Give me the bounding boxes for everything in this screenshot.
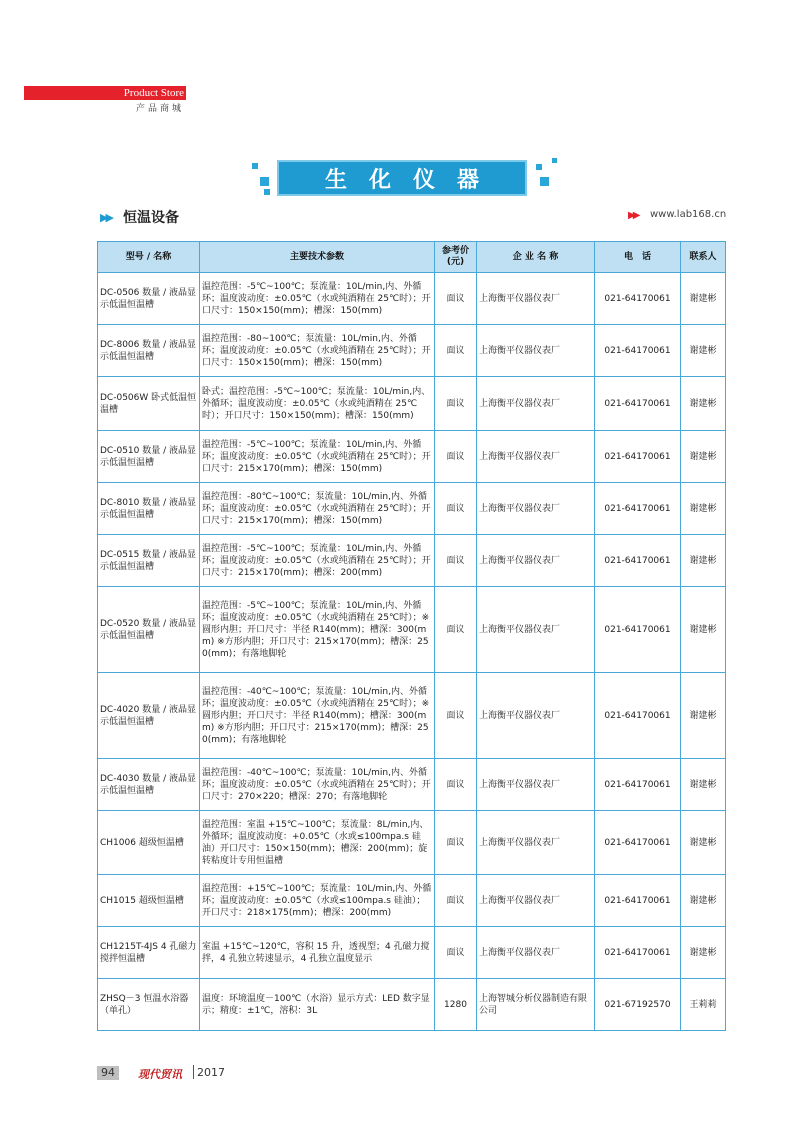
cell-specs: 温控范围：-5℃~100℃；泵流量：10L/min,内、外循环；温度波动度：±0.05℃（水或纯酒精在 25℃时）；开口尺寸：215×170(mm)；槽深：150(mm) (200, 431, 435, 483)
cell-specs: 温控范围：-5℃~100℃；泵流量：10L/min,内、外循环；温度波动度：±0.05℃（水或纯酒精在 25℃时）；※圆形内胆；开口尺寸：半径 R140(mm)；槽深：300(mm) ※方形内胆；开口尺寸：215×170(mm)；槽深：250(mm)；有落地脚轮 (200, 587, 435, 673)
cell-specs: 温控范围：-40℃~100℃；泵流量：10L/min,内、外循环；温度波动度：±0.05℃（水或纯酒精在 25℃时）；开口尺寸：270×220；槽深：270；有落地脚轮 (200, 759, 435, 811)
cell-company: 上海衡平仪器仪表厂 (477, 483, 595, 535)
banner-decor-square (264, 189, 270, 195)
cell-price: 面议 (435, 535, 477, 587)
cell-phone: 021-64170061 (595, 759, 681, 811)
header-subtitle: 产品商城 (135, 104, 184, 114)
cell-model: DC-0506W 卧式低温恒温槽 (98, 377, 200, 431)
cell-price: 面议 (435, 673, 477, 759)
cell-phone: 021-64170061 (595, 377, 681, 431)
banner-title: 生化仪器 (324, 167, 501, 193)
table-row (98, 325, 726, 377)
table-header-row (98, 242, 726, 273)
cell-company: 上海衡平仪器仪表厂 (477, 535, 595, 587)
cell-model: CH1015 超级恒温槽 (98, 875, 200, 927)
table-row (98, 979, 726, 1031)
cell-specs: 卧式；温控范围：-5℃~100℃；泵流量：10L/min,内、外循环；温度波动度：±0.05℃（水或纯酒精在 25℃时）；开口尺寸：150×150(mm)；槽深：150(mm) (200, 377, 435, 431)
cell-company: 上海衡平仪器仪表厂 (477, 273, 595, 325)
cell-specs: 温控范围：-5℃~100℃；泵流量：10L/min,内、外循环；温度波动度：±0.05℃（水或纯酒精在 25℃时）；开口尺寸：150×150(mm)；槽深：150(mm) (200, 273, 435, 325)
cell-company: 上海衡平仪器仪表厂 (477, 587, 595, 673)
cell-contact: 王莉莉 (681, 979, 726, 1031)
cell-phone: 021-64170061 (595, 927, 681, 979)
cell-price: 面议 (435, 587, 477, 673)
table-row (98, 811, 726, 875)
banner-decor-square (536, 164, 542, 170)
col-header-model: 型号 / 名称 (98, 242, 200, 273)
cell-specs: 温控范围：-80~100℃；泵流量：10L/min,内、外循环；温度波动度：±0.05℃（水或纯酒精在 25℃时）；开口尺寸：150×150(mm)；槽深：150(mm) (200, 325, 435, 377)
cell-price: 1280 (435, 979, 477, 1031)
cell-specs: 温控范围：+15℃~100℃；泵流量：10L/min,内、外循环；温度波动度：±0.05℃（水或≤100mpa.s 硅油）；开口尺寸：218×175(mm)；槽深：200(mm) (200, 875, 435, 927)
cell-phone: 021-64170061 (595, 325, 681, 377)
category-banner (277, 160, 527, 196)
cell-contact: 谢建彬 (681, 535, 726, 587)
cell-contact: 谢建彬 (681, 587, 726, 673)
cell-price: 面议 (435, 759, 477, 811)
cell-model: DC-0515 数量 / 液晶显示低温恒温槽 (98, 535, 200, 587)
cell-company: 上海衡平仪器仪表厂 (477, 431, 595, 483)
cell-price: 面议 (435, 325, 477, 377)
cell-specs: 温控范围：室温 +15℃~100℃；泵流量：8L/min,内、外循环；温度波动度：+0.05℃（水或≤100mpa.s 硅油）开口尺寸：150×150(mm)；槽深：200(mm)；旋转粘度计专用恒温槽 (200, 811, 435, 875)
cell-company: 上海智城分析仪器制造有限公司 (477, 979, 595, 1031)
cell-price: 面议 (435, 273, 477, 325)
cell-price: 面议 (435, 811, 477, 875)
cell-model: ZHSQ－3 恒温水浴器（单孔） (98, 979, 200, 1031)
cell-model: DC-8006 数量 / 液晶显示低温恒温槽 (98, 325, 200, 377)
cell-model: DC-0510 数量 / 液晶显示低温恒温槽 (98, 431, 200, 483)
cell-phone: 021-64170061 (595, 587, 681, 673)
cell-contact: 谢建彬 (681, 875, 726, 927)
cell-company: 上海衡平仪器仪表厂 (477, 875, 595, 927)
cell-phone: 021-67192570 (595, 979, 681, 1031)
cell-contact: 谢建彬 (681, 325, 726, 377)
section-arrow-icon: ▶▶ (100, 211, 111, 224)
cell-company: 上海衡平仪器仪表厂 (477, 673, 595, 759)
cell-contact: 谢建彬 (681, 759, 726, 811)
cell-company: 上海衡平仪器仪表厂 (477, 759, 595, 811)
table-row (98, 587, 726, 673)
col-header-phone: 电 话 (595, 242, 681, 273)
cell-phone: 021-64170061 (595, 875, 681, 927)
cell-price: 面议 (435, 875, 477, 927)
footer-year: 2017 (197, 1066, 225, 1079)
table-row (98, 377, 726, 431)
table-row (98, 483, 726, 535)
table-row (98, 759, 726, 811)
cell-phone: 021-64170061 (595, 483, 681, 535)
col-header-company: 企 业 名 称 (477, 242, 595, 273)
cell-contact: 谢建彬 (681, 811, 726, 875)
section-title: 恒温设备 (123, 210, 179, 226)
cell-company: 上海衡平仪器仪表厂 (477, 377, 595, 431)
product-table (97, 241, 726, 1031)
col-header-price: 参考价(元) (435, 242, 477, 273)
col-header-specs: 主要技术参数 (200, 242, 435, 273)
cell-price: 面议 (435, 431, 477, 483)
cell-specs: 室温 +15℃~120℃，容积 15 升，透视型；4 孔磁力搅拌，4 孔独立转速显示，4 孔独立温度显示 (200, 927, 435, 979)
cell-price: 面议 (435, 377, 477, 431)
cell-company: 上海衡平仪器仪表厂 (477, 325, 595, 377)
website-link[interactable]: www.lab168.cn (650, 209, 727, 220)
table-row (98, 673, 726, 759)
cell-model: CH1006 超级恒温槽 (98, 811, 200, 875)
cell-specs: 温控范围：-5℃~100℃；泵流量：10L/min,内、外循环；温度波动度：±0.05℃（水或纯酒精在 25℃时）；开口尺寸：215×170(mm)；槽深：200(mm) (200, 535, 435, 587)
cell-phone: 021-64170061 (595, 431, 681, 483)
cell-contact: 谢建彬 (681, 377, 726, 431)
cell-contact: 谢建彬 (681, 483, 726, 535)
table-row (98, 273, 726, 325)
header-title: Product Store (123, 87, 184, 99)
cell-contact: 谢建彬 (681, 927, 726, 979)
cell-phone: 021-64170061 (595, 535, 681, 587)
banner-decor-square (540, 177, 549, 186)
cell-specs: 温度：环境温度－100℃（水浴）显示方式：LED 数字显示；精度：±1℃，溶积：3L (200, 979, 435, 1031)
banner-decor-square (552, 158, 557, 163)
cell-specs: 温控范围：-80℃~100℃；泵流量：10L/min,内、外循环；温度波动度：±0.05℃（水或纯酒精在 25℃时）；开口尺寸：215×170(mm)；槽深：150(mm) (200, 483, 435, 535)
cell-model: DC-8010 数量 / 液晶显示低温恒温槽 (98, 483, 200, 535)
page-number: 94 (97, 1066, 119, 1080)
table-row (98, 927, 726, 979)
cell-model: DC-0506 数量 / 液晶显示低温恒温槽 (98, 273, 200, 325)
table-row (98, 875, 726, 927)
cell-phone: 021-64170061 (595, 811, 681, 875)
footer-divider (193, 1065, 194, 1079)
cell-model: CH1215T-4JS 4 孔磁力搅拌恒温槽 (98, 927, 200, 979)
cell-model: DC-4020 数量 / 液晶显示低温恒温槽 (98, 673, 200, 759)
cell-price: 面议 (435, 927, 477, 979)
cell-company: 上海衡平仪器仪表厂 (477, 927, 595, 979)
cell-model: DC-4030 数量 / 液晶显示低温恒温槽 (98, 759, 200, 811)
website-arrow-icon: ▶▶ (628, 210, 638, 221)
banner-decor-square (260, 177, 269, 186)
cell-contact: 谢建彬 (681, 273, 726, 325)
cell-phone: 021-64170061 (595, 673, 681, 759)
col-header-contact: 联系人 (681, 242, 726, 273)
cell-specs: 温控范围：-40℃~100℃；泵流量：10L/min,内、外循环；温度波动度：±0.05℃（水或纯酒精在 25℃时）；※圆形内胆；开口尺寸：半径 R140(mm)；槽深：300(mm) ※方形内胆；开口尺寸：215×170(mm)；槽深：250(mm)；有落地脚轮 (200, 673, 435, 759)
cell-contact: 谢建彬 (681, 431, 726, 483)
banner-decor-square (252, 163, 258, 169)
cell-price: 面议 (435, 483, 477, 535)
table-row (98, 535, 726, 587)
table-row (98, 431, 726, 483)
cell-contact: 谢建彬 (681, 673, 726, 759)
cell-phone: 021-64170061 (595, 273, 681, 325)
cell-model: DC-0520 数量 / 液晶显示低温恒温槽 (98, 587, 200, 673)
cell-company: 上海衡平仪器仪表厂 (477, 811, 595, 875)
magazine-brand: 现代贸讯 (138, 1068, 182, 1081)
